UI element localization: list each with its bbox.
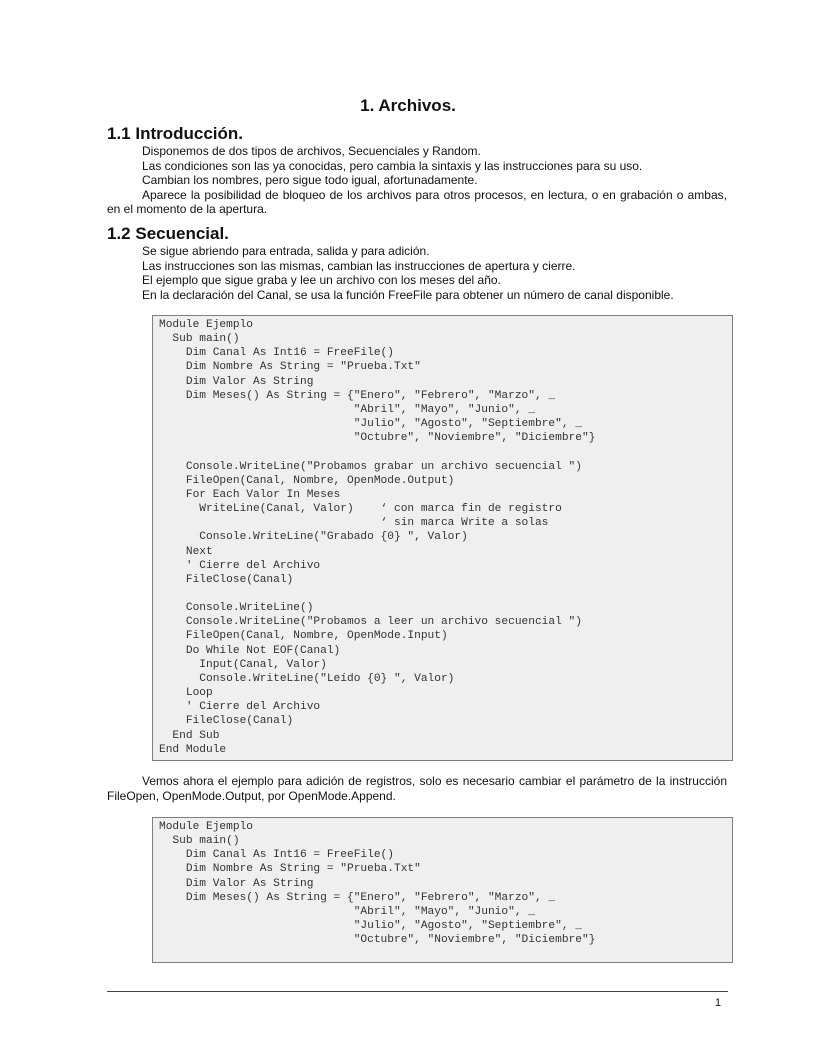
code-block-read-write [152, 315, 733, 761]
paragraph: Vemos ahora el ejemplo para adición de registros, solo es necesario cambiar el parámetro de la instrucción FileOpen, OpenMode.Output, por OpenMode.Append. [107, 774, 727, 803]
append-explanation [107, 774, 727, 803]
code-listing: Module Ejemplo Sub main() Dim Canal As Int16 = FreeFile() Dim Nombre As String = "Prueba.Txt" Dim Valor As String Dim Meses() As String = {"Enero", "Febrero", "Marzo", _ "Abril", "Mayo", "Junio", _ "Julio", "Agosto", "Septiembre", _ "Octubre", "Noviembre", "Diciembre"} [159, 821, 596, 947]
paragraph: En la declaración del Canal, se usa la función FreeFile para obtener un número de canal disponible. [142, 287, 674, 302]
section-introduccion-body [107, 144, 727, 217]
paragraph: Las instrucciones son las mismas, cambian las instrucciones de apertura y cierre. [142, 258, 576, 273]
paragraph: El ejemplo que sigue graba y lee un archivo con los meses del año. [142, 273, 501, 287]
code-block-append [152, 817, 733, 963]
footer-rule [107, 991, 728, 992]
page-title: 1. Archivos. [360, 96, 456, 115]
paragraph: Cambian los nombres, pero sigue todo igual, afortunadamente. [142, 173, 478, 187]
section-secuencial-body [107, 244, 727, 302]
paragraph: Disponemos de dos tipos de archivos, Secuenciales y Random. [142, 144, 481, 158]
page-number: 1 [715, 997, 722, 1009]
section-heading-secuencial: 1.2 Secuencial. [107, 224, 229, 243]
paragraph: Aparece la posibilidad de bloqueo de los archivos para otros procesos, en lectura, o en grabación o ambas, en el momento de la apertura. [107, 187, 727, 216]
code-listing: Module Ejemplo Sub main() Dim Canal As Int16 = FreeFile() Dim Nombre As String = "Prueba.Txt" Dim Valor As String Dim Meses() As String = {"Enero", "Febrero", "Marzo", _ "Abril", "Mayo", "Junio", _ "Julio", "Agosto", "Septiembre", _ "Octubre", "Noviembre", "Diciembre"} Console.WriteLine("Probamos grabar un archivo secuencial ") FileOpen(Canal, Nombre, OpenMode.Output) For Each Valor In Meses WriteLine(Canal, Valor) ‘ con marca fin de registro ‘ sin marca Write a solas Console.WriteLine("Grabado {0} ", Valor) Next ' Cierre del Archivo FileClose(Canal) Console.WriteLine() Console.WriteLine("Probamos a leer un archivo secuencial ") FileOpen(Canal, Nombre, OpenMode.Input) Do While Not EOF(Canal) Input(Canal, Valor) Console.WriteLine("Leído {0} ", Valor) Loop ' Cierre del Archivo FileClose(Canal) End Sub End Module [159, 319, 596, 756]
paragraph: Las condiciones son las ya conocidas, pero cambia la sintaxis y las instrucciones para su uso. [142, 158, 643, 173]
paragraph: Se sigue abriendo para entrada, salida y para adición. [142, 244, 430, 258]
section-heading-introduccion: 1.1 Introducción. [107, 124, 244, 143]
